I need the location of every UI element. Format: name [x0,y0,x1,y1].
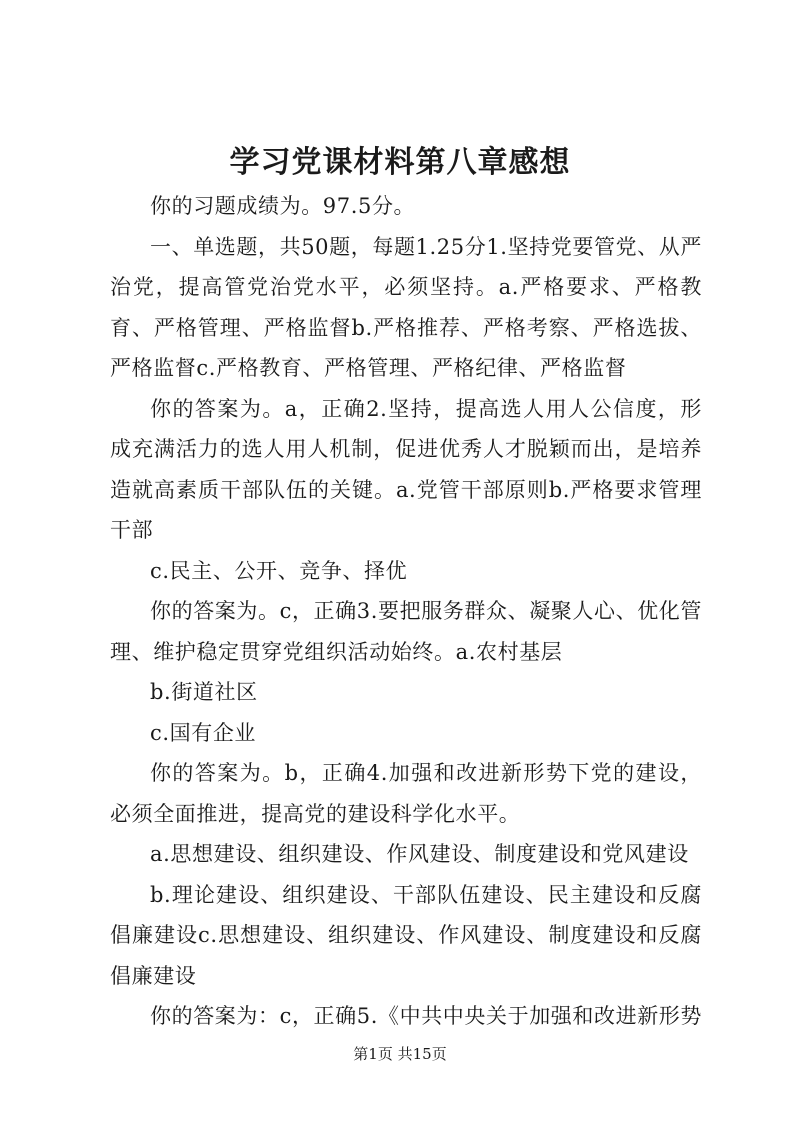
paragraph-score: 你的习题成绩为。97.5分。 [150,194,416,218]
document-title: 学习党课材料第八章感想 [229,145,571,180]
paragraph-answer-3-question-4: 你的答案为。b，正确4.加强和改进新形势下党的建设，必须全面推进，提高党的建设科学化水平。 [110,761,702,826]
paragraph-answer-1-question-2: 你的答案为。a，正确2.坚持，提高选人用人公信度，形成充满活力的选人用人机制，促进优秀人才脱颖而出，是培养造就高素质干部队伍的关键。a.党管干部原则b.严格要求管理干部 [110,396,702,542]
paragraph-option-3c: c.国有企业 [150,720,257,745]
paragraph-option-3b: b.街道社区 [150,680,258,704]
paragraph-answer-4-question-5: 你的答案为：c，正确5.《中共中央关于加强和改进新形势 [150,1004,702,1028]
paragraph-option-2c: c.民主、公开、竞争、择优 [150,558,408,583]
paragraph-answer-2-question-3: 你的答案为。c，正确3.要把服务群众、凝聚人心、优化管理、维护稳定贯穿党组织活动始终。a.农村基层 [110,599,702,664]
paragraph-option-4a: a.思想建设、组织建设、作风建设、制度建设和党风建设 [150,842,689,866]
paragraph-option-4b-4c: b.理论建设、组织建设、干部队伍建设、民主建设和反腐倡廉建设c.思想建设、组织建设、作风建设、制度建设和反腐倡廉建设 [110,882,702,988]
paragraph-question-1: 一、单选题，共50题，每题1.25分1.坚持党要管党、从严治党，提高管党治党水平，必须坚持。a.严格要求、严格教育、严格管理、严格监督b.严格推荐、严格考察、严格选拔、严格监督c.严格教育、严格管理、严格纪律、严格监督 [110,234,702,380]
page-number-footer: 第1页 共15页 [353,1045,447,1063]
document-body [110,186,702,1037]
